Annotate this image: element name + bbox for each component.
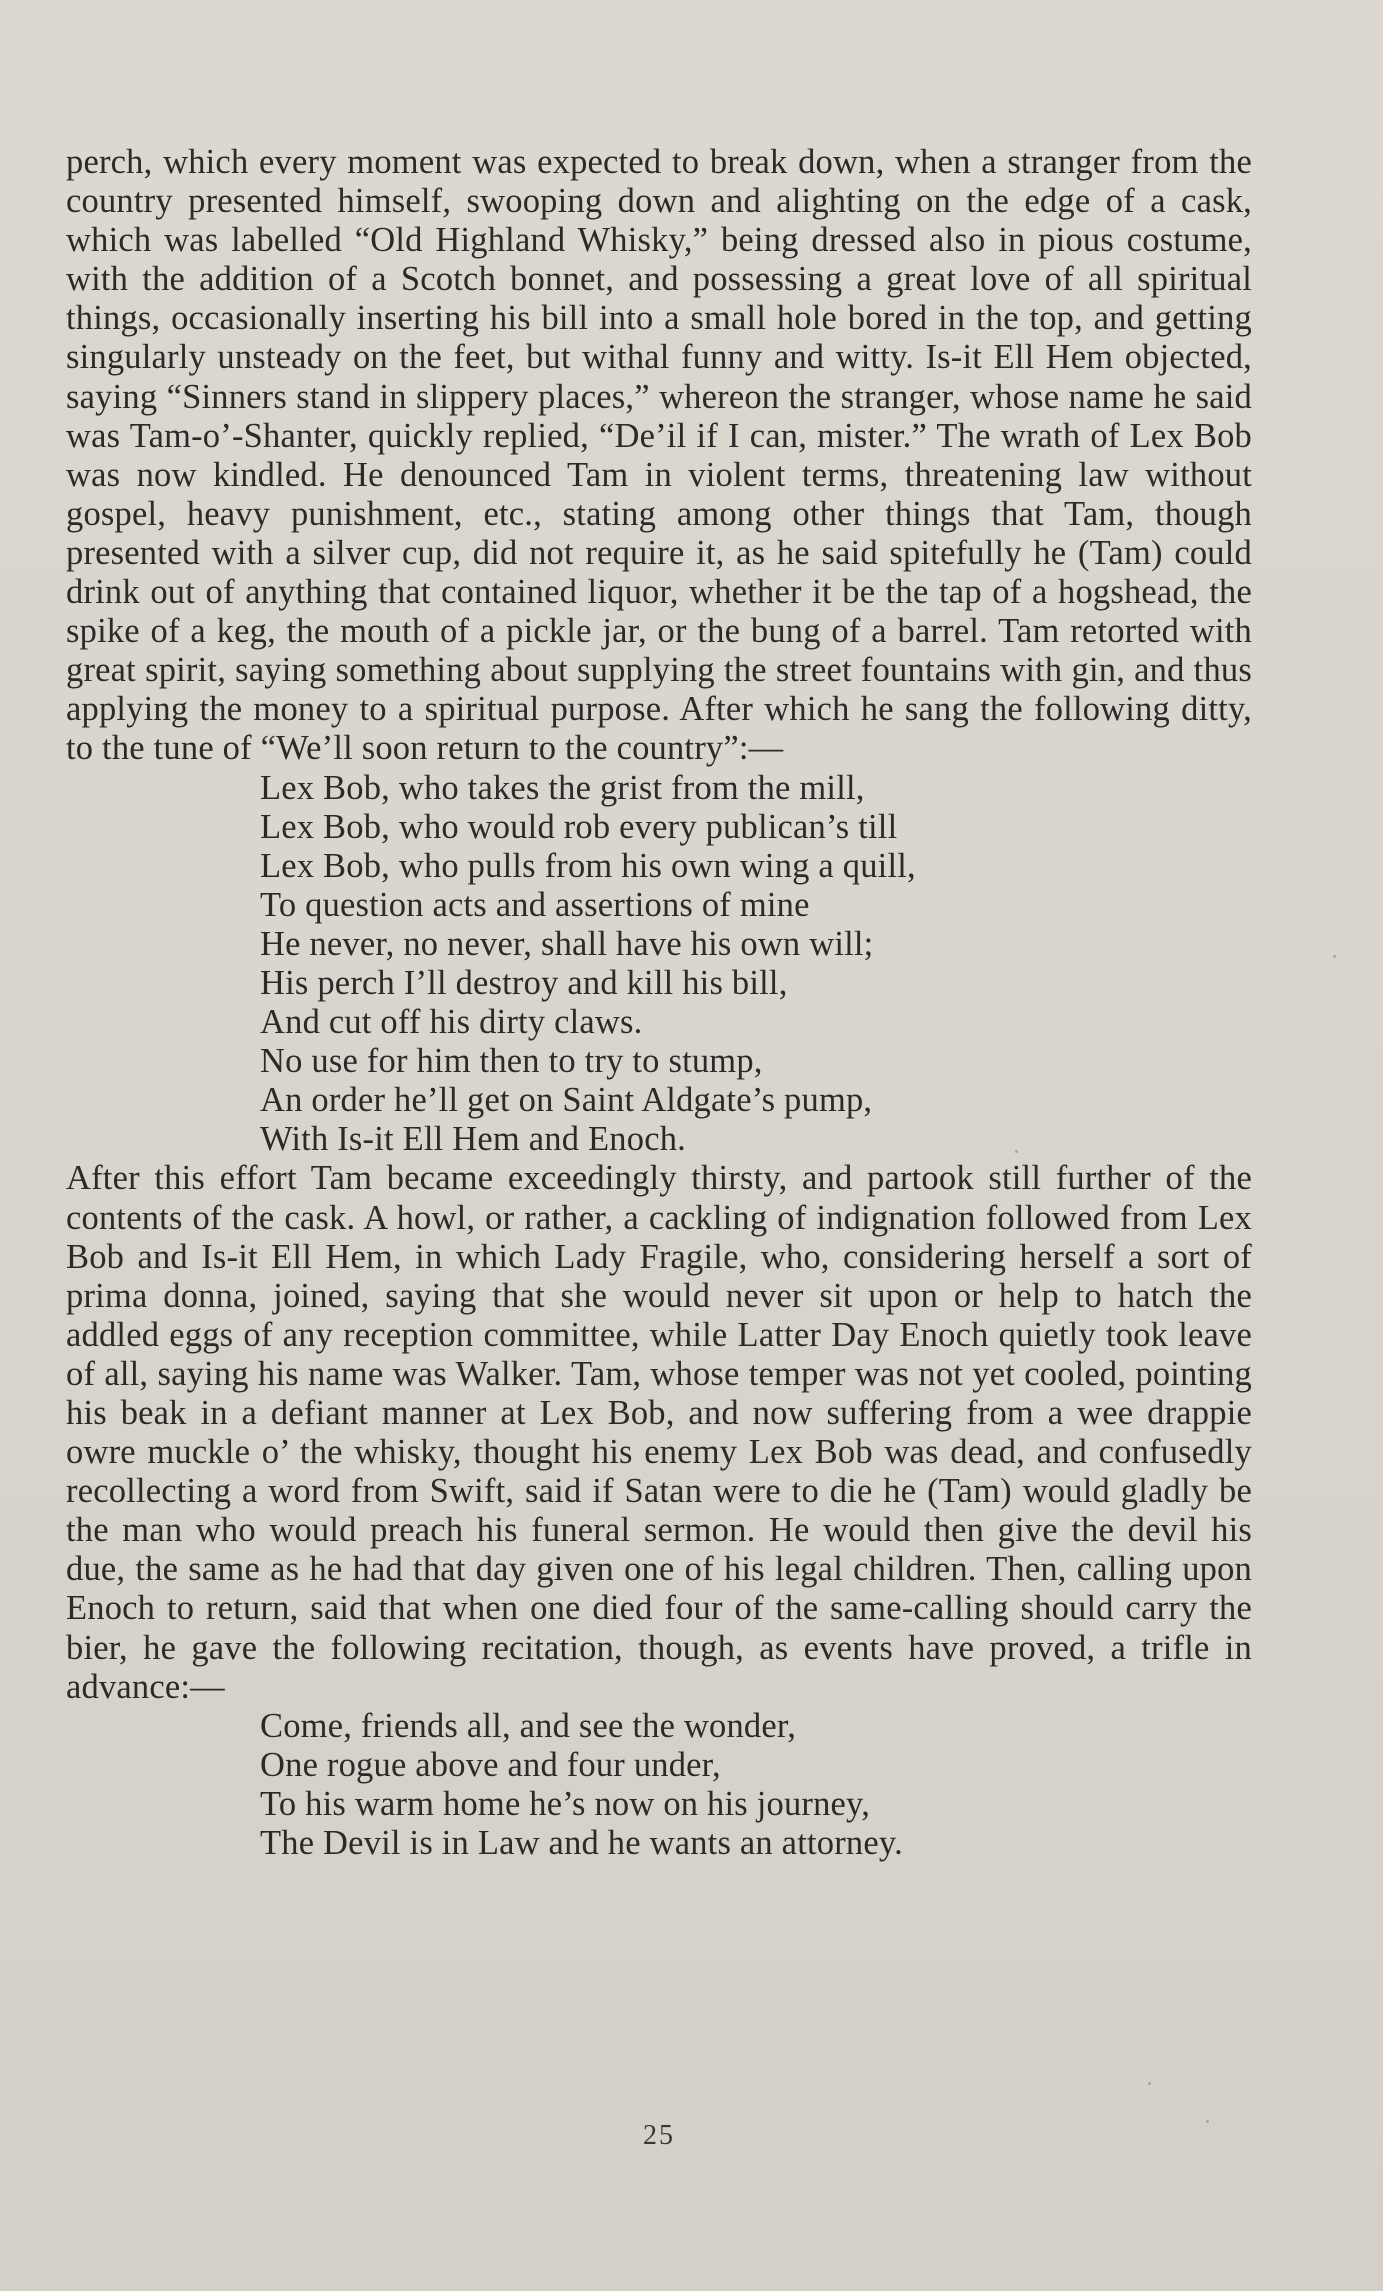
verse-line: His perch I’ll destroy and kill his bill, — [260, 963, 788, 1002]
verse-line: To question acts and assertions of mine — [260, 885, 810, 924]
verse-1 — [66, 769, 1252, 1160]
paper-speck — [1015, 1150, 1018, 1153]
paper-speck — [1206, 2120, 1209, 2123]
paragraph-2-text: After this effort Tam became exceedingly thirsty, and partook still further of the contents of the cask. A howl, or rather, a cackling of indignation followed from Lex Bob and Is-it Ell Hem, in which Lady Fragile, who, considering herself a sort of prima donna, joined, saying that she would never sit upon or help to hatch the addled eggs of any reception committee, while Latter Day Enoch quietly took leave of all, saying his name was Walker. Tam, whose temper was not yet cooled, pointing his beak in a defiant manner at Lex Bob, and now suffering from a wee drappie owre muckle o’ the whisky, thought his enemy Lex Bob was dead, and confusedly recollecting a word from Swift, said if Satan were to die he (Tam) would gladly be the man who would preach his funeral sermon. He would then give the devil his due, the same as he had that day given one of his legal children. Then, calling upon Enoch to return, said that when one died four of the same-calling should carry the bier, he gave the following recitation, though, as events have proved, a trifle in advance:— — [66, 1159, 1252, 1706]
verse-line: One rogue above and four under, — [260, 1745, 721, 1784]
verse-line: An order he’ll get on Saint Aldgate’s pump, — [260, 1081, 873, 1120]
verse-line: He never, no never, shall have his own will; — [260, 924, 874, 963]
verse-line: Lex Bob, who would rob every publican’s till — [260, 807, 898, 846]
verse-line: To his warm home he’s now on his journey, — [260, 1784, 871, 1823]
page-number: 25 — [643, 2120, 675, 2151]
verse-line: And cut off his dirty claws. — [260, 1003, 643, 1042]
page-body — [66, 143, 1252, 1863]
verse-line: The Devil is in Law and he wants an attorney. — [260, 1824, 903, 1863]
verse-line: Come, friends all, and see the wonder, — [260, 1706, 797, 1745]
verse-line: Lex Bob, who takes the grist from the mill, — [260, 768, 865, 807]
paragraph-2 — [66, 1159, 1252, 1706]
verse-line: No use for him then to try to stump, — [260, 1042, 763, 1081]
verse-line: Lex Bob, who pulls from his own wing a quill, — [260, 846, 916, 885]
paragraph-1 — [66, 143, 1252, 769]
paper-speck — [1148, 2082, 1151, 2085]
verse-2 — [66, 1707, 1252, 1863]
verse-line: With Is-it Ell Hem and Enoch. — [260, 1120, 686, 1159]
paragraph-1-text: perch, which every moment was expected to break down, when a stranger from the country presented himself, swooping down and alighting on the edge of a cask, which was labelled “Old Highland Whisky,” being dressed also in pious costume, with the addition of a Scotch bonnet, and possessing a great love of all spiritual things, occasionally inserting his bill into a small hole bored in the top, and getting singularly unsteady on the feet, but withal funny and witty. Is-it Ell Hem objected, saying “Sinners stand in slippery places,” whereon the stranger, whose name he said was Tam-o’-Shanter, quickly replied, “De’il if I can, mister.” The wrath of Lex Bob was now kindled. He denounced Tam in violent terms, threatening law without gospel, heavy punishment, etc., stating among other things that Tam, though presented with a silver cup, did not require it, as he said spitefully he (Tam) could drink out of anything that contained liquor, whether it be the tap of a hogshead, the spike of a keg, the mouth of a pickle jar, or the bung of a barrel. Tam retorted with great spirit, saying something about supplying the street fountains with gin, and thus applying the money to a spiritual purpose. After which he sang the following ditty, to the tune of “We’ll soon return to the country”:— — [66, 143, 1252, 768]
paper-speck — [1333, 955, 1336, 958]
